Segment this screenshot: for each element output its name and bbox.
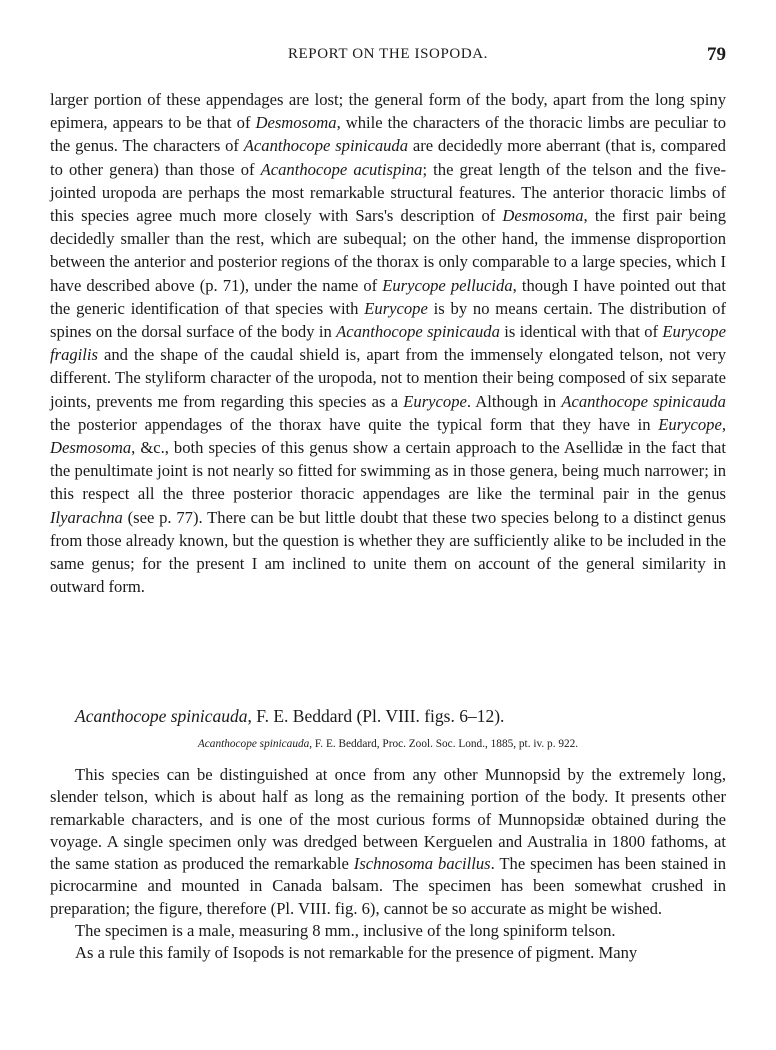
taxon-name: Acanthocope spinicauda xyxy=(243,136,409,156)
paragraph: The specimen is a male, measuring 8 mm., inclusive of the long spiniform telson. xyxy=(75,921,616,941)
taxon-name: Eurycope, Desmosoma xyxy=(50,414,726,458)
taxon-name: Desmosoma xyxy=(502,206,584,226)
paragraph: As a rule this family of Isopods is not remarkable for the presence of pigment. Many xyxy=(75,943,638,963)
text-run: , while the characters of the thoracic limbs are peculiar to the genus. The characters of xyxy=(50,113,727,156)
text-run: , though I have pointed out that the generic identification of that species with xyxy=(50,275,726,318)
text-run: are decidedly more aberrant (that is, compared to other genera) than those of xyxy=(50,136,726,179)
species-section xyxy=(50,704,726,965)
text-run: . The specimen has been stained in picrocarmine and mounted in Canada balsam. The specimen has been somewhat crushed in preparation; the figure, therefore (Pl. VIII. fig. 6), cannot be so accurate as might be wished. xyxy=(50,854,726,918)
text-run: . Although in xyxy=(466,391,562,411)
text-run: is by no means certain. The distribution of spines on the dorsal surface of the body in xyxy=(50,298,726,342)
text-run: ; the great length of the telson and the five-jointed uropoda are perhaps the most remarkable structural features. The anterior thoracic limbs of this species agree much more closely with Sars's description of xyxy=(50,159,726,226)
running-title: REPORT ON THE ISOPODA. xyxy=(287,46,489,62)
taxon-name: Eurycope fragilis xyxy=(50,322,726,365)
text-run: , the first pair being decidedly smaller than the rest, which are subequal; on the other hand, the immense disproportion between the anterior and posterior regions of the thorax is only comparable to a large species, which I have described above (p. 71), under the name of xyxy=(50,206,726,295)
heading-taxon-name: Acanthocope spinicauda xyxy=(75,706,248,726)
reference-citation: , F. E. Beddard, Proc. Zool. Soc. Lond., 1885, pt. iv. p. 922. xyxy=(309,738,579,750)
text-run: and the shape of the caudal shield is, apart from the immensely elongated telson, not very different. The styliform character of the uropoda, not to mention their being composed of six separate joints, prevents me from regarding this species as a xyxy=(50,345,726,411)
taxon-name: Desmosoma xyxy=(255,113,337,133)
taxon-name: Acanthocope spinicauda xyxy=(336,322,500,342)
section-heading xyxy=(50,704,726,728)
paragraph-text xyxy=(50,88,726,598)
paragraph xyxy=(50,764,726,920)
page-header xyxy=(50,44,726,68)
taxon-name: Eurycope pellucida xyxy=(382,275,513,295)
taxon-name: Eurycope xyxy=(364,298,428,318)
reference-taxon-name: Acanthocope spinicauda xyxy=(197,738,310,750)
taxon-name: Ilyarachna xyxy=(50,507,123,527)
text-run: larger portion of these appendages are lost; the general form of the body, apart from the long spiny epimera, appears to be that of xyxy=(50,90,726,133)
heading-authority: , F. E. Beddard (Pl. VIII. figs. 6–12). xyxy=(247,706,505,726)
text-run: (see p. 77). There can be but little doubt that these two species belong to a distinct genus from those already known, but the question is whether they are sufficiently alike to be included in the same genus; for the present I am inclined to unite them on account of the general similarity in outward form. xyxy=(50,507,726,597)
section-body xyxy=(50,764,726,965)
continuation-paragraph xyxy=(50,88,726,598)
page-number: 79 xyxy=(707,44,726,65)
text-run: , &c., both species of this genus show a certain approach to the Asellidæ in the fact that the penultimate joint is not nearly so fitted for swimming as in those genera, being much narrower; in this respect all the three posterior thoracic appendages are like the terminal pair in the genus xyxy=(50,438,726,504)
taxon-name: Acanthocope spinicauda xyxy=(561,391,726,411)
taxon-name: Acanthocope acutispina xyxy=(260,159,423,179)
text-run: This species can be distinguished at once from any other Munnopsid by the extremely long, slender telson, which is about half as long as the remaining portion of the body. It presents other remarkable characters, and is one of the most curious forms of Munnopsidæ obtained during the voyage. A single specimen only was dredged between Kerguelen and Australia in 1800 fathoms, at the same station as produced the remarkable xyxy=(50,765,726,874)
synonymy-reference xyxy=(50,736,726,752)
text-run: the posterior appendages of the thorax have quite the typical form that they have in xyxy=(50,414,659,434)
text-run: is identical with that of xyxy=(499,322,663,342)
taxon-name: Ischnosoma bacillus xyxy=(353,854,491,874)
taxon-name: Eurycope xyxy=(403,391,467,411)
